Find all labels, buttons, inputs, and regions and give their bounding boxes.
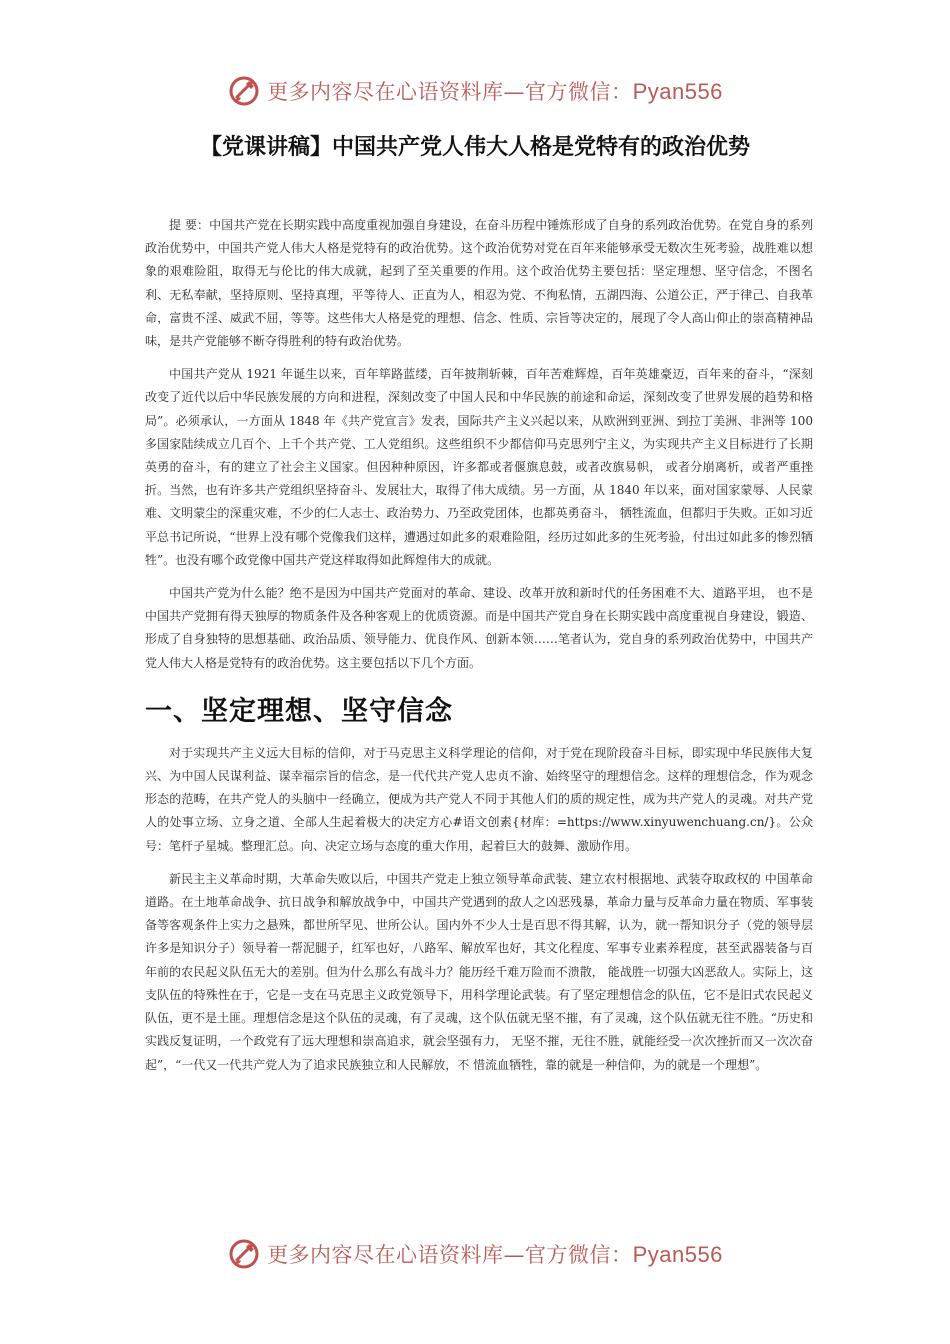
wechat-id: Pyan556 <box>632 79 723 104</box>
wechat-id: Pyan556 <box>632 1242 723 1267</box>
brand-logo-icon <box>227 74 261 108</box>
footer-banner-text: 更多内容尽在心语资料库—官方微信：Pyan556 <box>267 1242 723 1267</box>
brand-logo-icon <box>227 1237 261 1271</box>
section-heading: 一、坚定理想、坚守信念 <box>145 695 453 727</box>
header-banner-text: 更多内容尽在心语资料库—官方微信：Pyan556 <box>267 79 723 104</box>
header-banner <box>0 74 950 108</box>
abstract-paragraph: 提 要：中国共产党在长期实践中高度重视加强自身建设，在奋斗历程中锤炼形成了自身的系列政治优势。在党自身的系列政治优势中，中国共产党人伟大人格是党特有的政治优势。这个政治优势对党在百年来能够承受无数次生死考验，战胜难以想象的艰难险阻，取得无与伦比的伟大成就，起到了至关重要的作用。这个政治优势主要包括：坚定理想、坚守信念，不图名利、无私奉献，坚持原则、坚持真理，平等待人、正直为人，相忍为党、不徇私情，五湖四海、公道公正，严于律己、自我革命，富贵不淫、威武不屈，等等。这些伟大人格是党的理想、信念、性质、宗旨等决定的，展现了令人高山仰止的崇高精神品味，是共产党能够不断夺得胜利的特有政治优势。 <box>145 218 813 349</box>
page-title: 【党课讲稿】中国共产党人伟大人格是党特有的政治优势 <box>199 135 750 160</box>
footer-banner <box>0 1237 950 1271</box>
article-body <box>145 214 813 1087</box>
section-paragraph: 新民主主义革命时期，大革命失败以后，中国共产党走上独立领导革命武装、建立农村根据地、武装夺取政权的 中国革命道路。在土地革命战争、抗日战争和解放战争中，中国共产党遇到的敌人之凶恶残暴，革命力量与反革命力量在物质、军事装备等客观条件上实力之悬殊，都世所罕见、世所公认。国内外不少人士是百思不得其解，认为，就一帮知识分子（党的领导层许多是知识分子）领导着一帮泥腿子，红军也好，八路军、解放军也好，其文化程度、军事专业素养程度，甚至武器装备与百年前的农民起义队伍无大的差别。但为什么那么有战斗力？能历经千难万险而不溃散， 能战胜一切强大凶恶敌人。实际上，这支队伍的特殊性在于，它是一支在马克思主义政党领导下，用科学理论武装。有了坚定理想信念的队伍，它不是旧式农民起义队伍，更不是土匪。理想信念是这个队伍的灵魂，有了灵魂，这个队伍就无坚不摧，有了灵魂，这个队伍就无往不胜。“历史和实践反复证明，一个政党有了远大理想和崇高追求，就会坚强有力， 无坚不摧，无往不胜，就能经受一次次挫折而又一次次奋起”，“一代又一代共产党人为了追求民族独立和人民解放，不 惜流血牺牲，靠的就是一种信仰，为的就是一个理想”。 <box>145 871 813 1072</box>
intro-paragraph: 中国共产党为什么能？绝不是因为中国共产党面对的革命、建设、改革开放和新时代的任务困难不大、道路平坦， 也不是中国共产党拥有得天独厚的物质条件及各种客观上的优质资源。而是中国共产党自身在长期实践中高度重视自身建设，锻造、形成了自身独特的思想基础、政治品质、领导能力、优良作风、创新本领……笔者认为，党自身的系列政治优势中，中国共产党人伟大人格是党特有的政治优势。这主要包括以下几个方面。 <box>145 586 813 670</box>
intro-paragraph: 中国共产党从 1921 年诞生以来，百年筚路蓝缕，百年披荆斩棘，百年苦难辉煌，百年英雄豪迈，百年来的奋斗，“深刻改变了近代以后中华民族发展的方向和进程，深刻改变了中国人民和中华民族的前途和命运，深刻改变了世界发展的趋势和格局”。必须承认，一方面从 1848 年《共产党宣言》发表，国际共产主义兴起以来，从欧洲到亚洲、到拉丁美洲、非洲等 100 多国家陆续成立几百个、上千个共产党、工人党组织。这些组织不少都信仰马克思列宁主义，为实现共产主义目标进行了长期英勇的奋斗，有的建立了社会主义国家。但因种种原因，许多都或者偃旗息鼓，或者改旗易帜， 或者分崩离析，或者严重挫折。当然，也有许多共产党组织坚持奋斗、发展壮大，取得了伟大成绩。另一方面，从 1840 年以来，面对国家蒙辱、人民蒙难、文明蒙尘的深重灾难，不少的仁人志士、政治势力、乃至政党团体，也都英勇奋斗， 牺牲流血，但都归于失败。正如习近平总书记所说，“世界上没有哪个党像我们这样，遭遇过如此多的艰难险阻，经历过如此多的生死考验，付出过如此多的惨烈牺牲”。也没有哪个政党像中国共产党这样取得如此辉煌伟大的成就。 <box>145 367 813 567</box>
section-paragraph: 对于实现共产主义远大目标的信仰，对于马克思主义科学理论的信仰，对于党在现阶段奋斗目标，即实现中华民族伟大复兴、为中国人民谋利益、谋幸福宗旨的信念，是一代代共产党人忠贞不渝、始终坚守的理想信念。这样的理想信念，作为观念形态的范畴，在共产党人的头脑中一经确立，便成为共产党人不同于其他人们的质的规定性，成为共产党人的灵魂。对共产党人的处事立场、立身之道、全部人生起着极大的决定方心#语文创素{材库：=https://www.xinyuwenchuang.cn/}。公众号：笔杆子星城。整理汇总。向、决定立场与态度的重大作用，起着巨大的鼓舞、激励作用。 <box>145 745 813 853</box>
